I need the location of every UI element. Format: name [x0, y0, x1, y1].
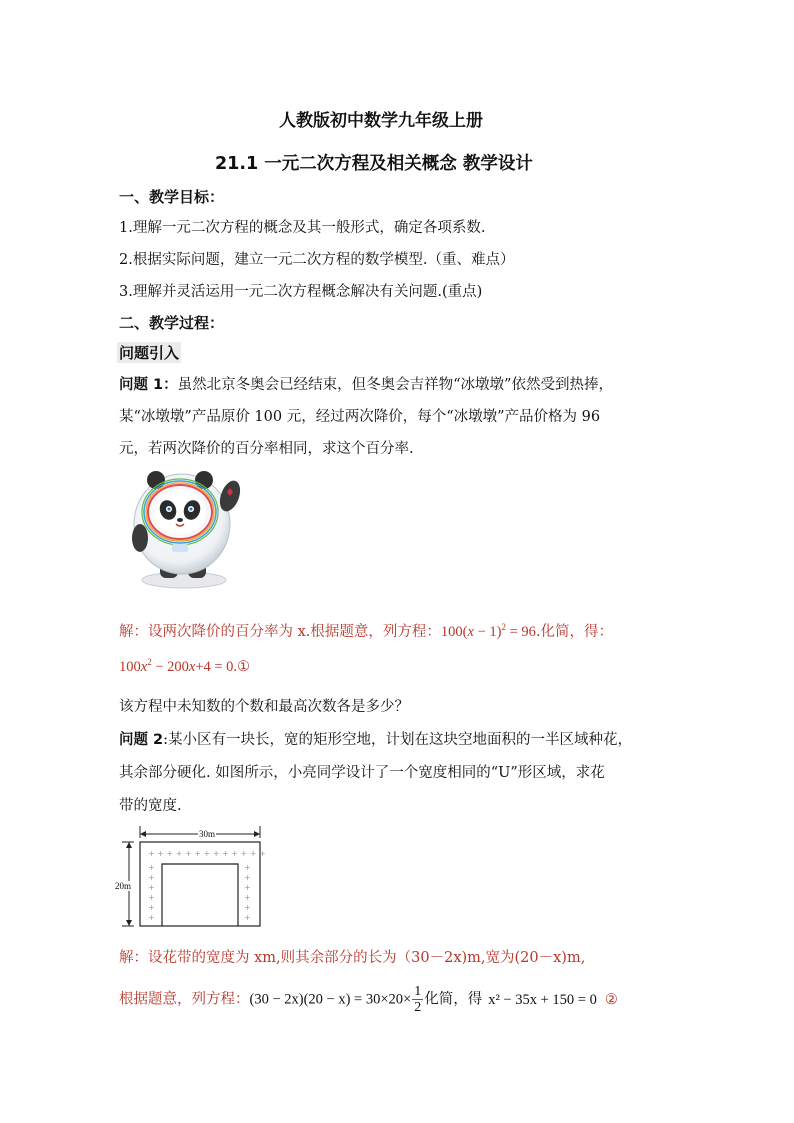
svg-text:+: +	[244, 883, 251, 892]
problem1-line3: 元，若两次降价的百分率相同，求这个百分率.	[119, 441, 414, 457]
problem2-line2: 其余部分硬化. 如图所示，小亮同学设计了一个宽度相同的“U”形区域，求花	[119, 765, 605, 781]
problem2-label: 问题 2	[119, 732, 164, 748]
mascot-image	[126, 468, 246, 590]
svg-text:+: +	[244, 903, 251, 912]
equation-1-simplified: $100x^2 - 200x+4$ = 0.①	[119, 657, 251, 675]
goal-item: 2.根据实际问题，建立一元二次方程的数学模型.（重、难点）	[119, 252, 515, 268]
problem1-label: 问题 1：	[119, 377, 178, 393]
height-label: 20m	[115, 881, 132, 891]
problem1-line1: 问题 1：虽然北京冬奥会已经结束，但冬奥会吉祥物“冰墩墩”依然受到热捧，	[119, 377, 613, 393]
svg-text:+: +	[244, 913, 251, 922]
svg-text:+: +	[244, 873, 251, 882]
equation-2-simplified: x² − 35x + 150 = 0	[488, 991, 597, 1008]
svg-text:+ + + + + + + + + + + + +: + + + + + + + + + + + + +	[148, 849, 266, 858]
goal-item: 3.理解并灵活运用一元二次方程概念解决有关问题.(重点)	[119, 284, 483, 300]
problem2-line3: 带的宽度.	[119, 798, 182, 814]
svg-text:+: +	[244, 893, 251, 902]
problem2-line1: 问题 2:某小区有一块长，宽的矩形空地，计划在这块空地面积的一半区域种花，	[119, 732, 633, 748]
width-label: 30m	[199, 829, 216, 839]
circle-number: ②	[604, 991, 618, 1008]
svg-text:+: +	[244, 863, 251, 872]
intro-label: 问题引入	[119, 344, 180, 362]
solution2-line2: 根据题意，列方程：(30 − 2x)(20 − x) = 30×20× $\frac{1}{2}$ 化简，得 x² − 35x + 150 = 0 ②	[119, 984, 618, 1015]
svg-text:+: +	[148, 873, 155, 882]
problem1-line2: 某“冰墩墩”产品原价 100 元，经过两次降价，每个“冰墩墩”产品价格为 96	[119, 409, 601, 425]
question-text: 该方程中未知数的个数和最高次数各是多少？	[119, 699, 409, 715]
svg-text:+: +	[148, 903, 155, 912]
goal-item: 1.理解一元二次方程的概念及其一般形式，确定各项系数.	[119, 220, 486, 236]
u-shape-diagram	[116, 824, 266, 932]
solution1-line1: 解：设两次降价的百分率为 x.根据题意，列方程：$100(x - 1)^2 = 96$.化简，得：	[119, 622, 613, 640]
section-heading-goals: 一、教学目标：	[119, 188, 225, 206]
section-heading-process: 二、教学过程：	[119, 314, 225, 332]
equation-1: $100(x - 1)^2 = 96$	[440, 622, 536, 640]
equation-2: (30 − 2x)(20 − x) = 30×20×	[249, 991, 412, 1008]
fraction-half: $\frac{1}{2}$	[414, 984, 422, 1015]
svg-text:+: +	[148, 863, 155, 872]
doc-title: 人教版初中数学九年级上册	[279, 111, 483, 131]
doc-subtitle: 21.1 一元二次方程及相关概念 教学设计	[215, 154, 533, 174]
svg-text:+: +	[148, 893, 155, 902]
solution2-line1: 解：设花带的宽度为 xm,则其余部分的长为（30－2x)m,宽为(20－x)m,	[119, 950, 586, 966]
svg-text:+: +	[148, 883, 155, 892]
svg-text:+: +	[148, 913, 155, 922]
